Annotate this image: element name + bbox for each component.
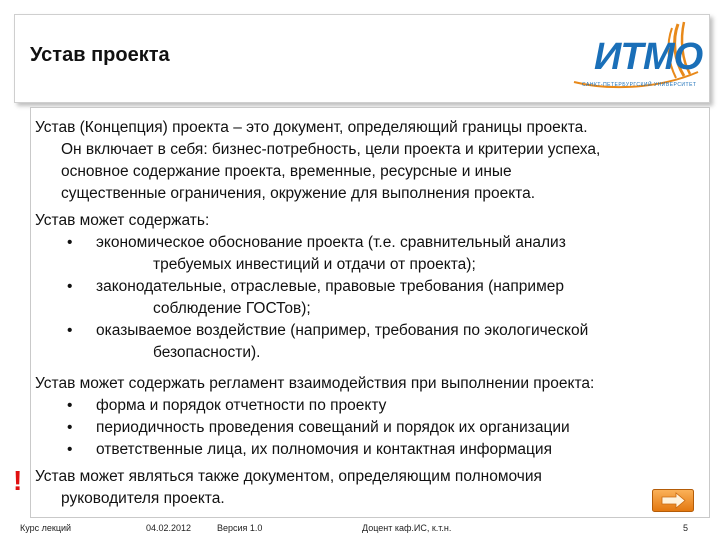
- may-contain-heading: Устав может содержать:: [35, 212, 210, 229]
- list-item-continuation: соблюдение ГОСТов);: [153, 300, 311, 317]
- exclamation-icon: !: [13, 465, 23, 496]
- note-first-line: Устав может являться также документом, определяющим полномочия: [35, 468, 542, 485]
- bullet: •: [67, 278, 73, 295]
- list-item-text: форма и порядок отчетности по проекту: [96, 397, 387, 414]
- list-item-text: оказываемое воздействие (например, требования по экологической: [96, 322, 589, 339]
- next-slide-button[interactable]: [652, 489, 694, 512]
- list-item-continuation: безопасности).: [153, 344, 261, 361]
- intro-first-line: Устав (Концепция) проекта – это документ, определяющий границы проекта.: [35, 119, 588, 136]
- footer-version: Версия 1.0: [217, 523, 263, 533]
- bullet: •: [67, 397, 73, 414]
- logo-subtitle: САНКТ-ПЕТЕРБУРГСКИЙ УНИВЕРСИТЕТ: [582, 82, 697, 88]
- list-item: [35, 395, 700, 417]
- list-item: [35, 320, 700, 364]
- slide-title: Устав проекта: [30, 44, 170, 66]
- bullet: •: [67, 441, 73, 458]
- next-arrow-icon: [652, 489, 694, 512]
- intro-line: существенные ограничения, окружение для выполнения проекта.: [61, 185, 536, 202]
- regulation-list: [35, 395, 700, 461]
- may-contain-list: [35, 232, 700, 364]
- list-item-text: экономическое обоснование проекта (т.е. сравнительный анализ: [96, 234, 566, 251]
- page-number: 5: [683, 523, 689, 533]
- itmo-logo: [566, 20, 706, 98]
- logo-text: ИТМО: [594, 36, 703, 78]
- list-item: [35, 232, 700, 276]
- note-paragraph: [35, 466, 655, 510]
- footer-date: 04.02.2012: [146, 523, 192, 533]
- bullet: •: [67, 419, 73, 436]
- list-item: [35, 417, 700, 439]
- intro-paragraph: [35, 117, 700, 205]
- may-contain-section: [35, 210, 700, 364]
- list-item-text: периодичность проведения совещаний и порядок их организации: [96, 419, 570, 436]
- regulation-section: [35, 373, 700, 461]
- note-second-line: руководителя проекта.: [61, 490, 225, 507]
- regulation-heading: Устав может содержать регламент взаимодействия при выполнении проекта:: [35, 375, 595, 392]
- bullet: •: [67, 234, 73, 251]
- list-item-continuation: требуемых инвестиций и отдачи от проекта);: [153, 256, 476, 273]
- list-item: [35, 439, 700, 461]
- list-item-text: ответственные лица, их полномочия и контактная информация: [96, 441, 552, 458]
- list-item-text: законодательные, отраслевые, правовые требования (например: [96, 278, 564, 295]
- list-item: [35, 276, 700, 320]
- intro-line: Он включает в себя: бизнес-потребность, цели проекта и критерии успеха,: [61, 141, 601, 158]
- bullet: •: [67, 322, 73, 339]
- intro-line: основное содержание проекта, временные, ресурсные и иные: [61, 163, 512, 180]
- footer-author: Доцент каф.ИС, к.т.н.: [362, 523, 452, 533]
- footer-course: Курс лекций: [20, 523, 72, 533]
